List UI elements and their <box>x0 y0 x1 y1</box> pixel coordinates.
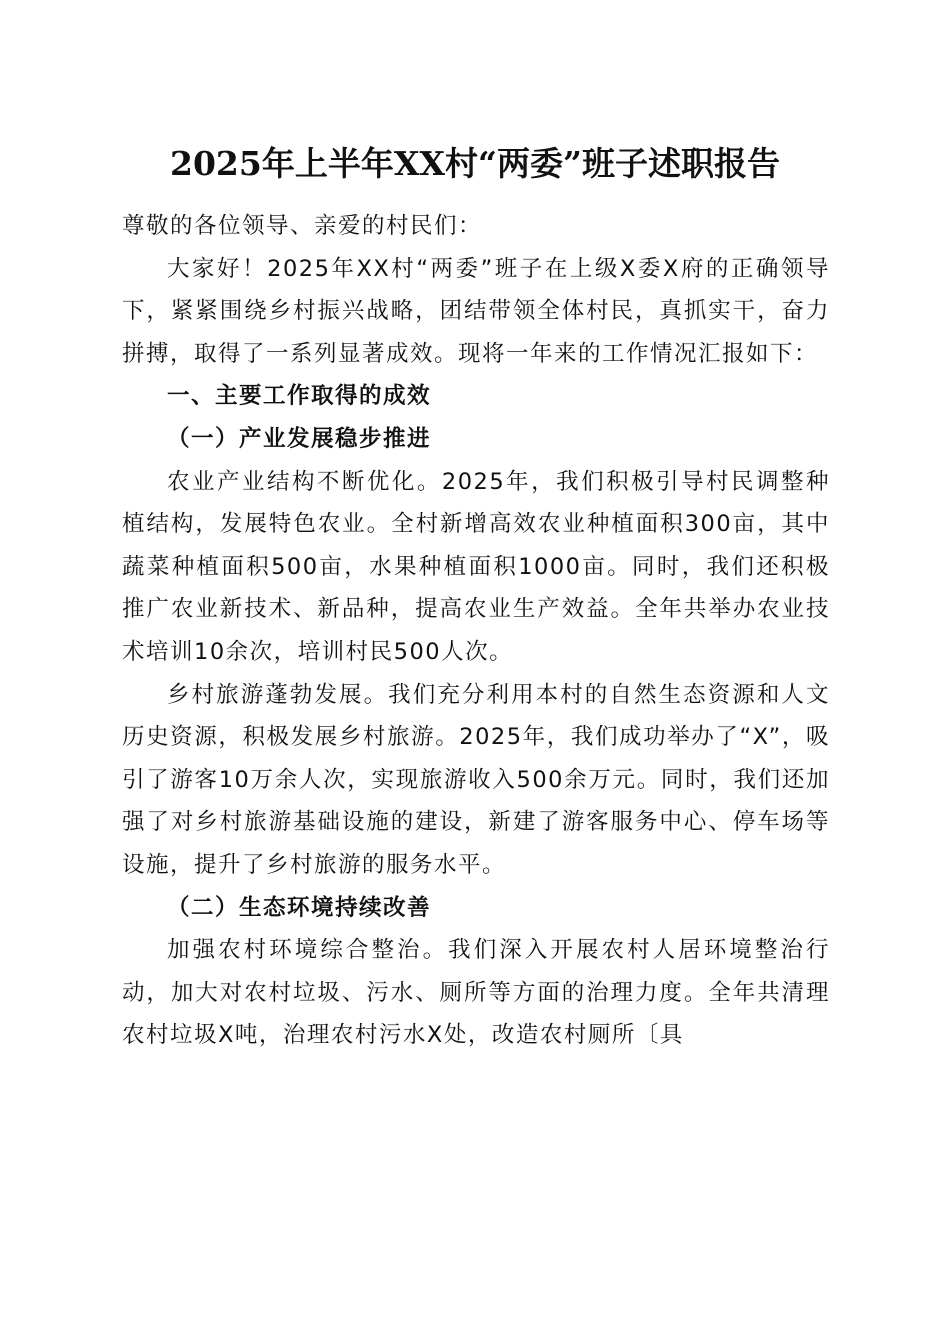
subsection-heading-2: （二）生态环境持续改善 <box>167 894 432 921</box>
document-title: 2025年上半年XX村“两委”班子述职报告 <box>169 144 781 183</box>
paragraph-tourism: 乡村旅游蓬勃发展。我们充分利用本村的自然生态资源和人文历史资源，积极发展乡村旅游。2025年，我们成功举办了“X”，吸引了游客10万余人次，实现旅游收入500余万元。同时，我们还加强了对乡村旅游基础设施的建设，新建了游客服务中心、停车场等设施，提升了乡村旅游的服务水平。 <box>122 681 830 878</box>
subsection-heading-1: （一）产业发展稳步推进 <box>167 425 432 452</box>
document-body <box>122 205 830 1057</box>
paragraph-environment: 加强农村环境综合整治。我们深入开展农村人居环境整治行动，加大对农村垃圾、污水、厕所等方面的治理力度。全年共清理农村垃圾X吨，治理农村污水X处，改造农村厕所〔具 <box>122 937 830 1049</box>
salutation: 尊敬的各位领导、亲爱的村民们： <box>122 213 483 239</box>
section-heading-1: 一、主要工作取得的成效 <box>167 383 432 410</box>
intro-paragraph: 大家好！2025年XX村“两委”班子在上级X委X府的正确领导下，紧紧围绕乡村振兴战略，团结带领全体村民，真抓实干，奋力拼搏，取得了一系列显著成效。现将一年来的工作情况汇报如下： <box>122 255 830 367</box>
paragraph-agriculture: 农业产业结构不断优化。2025年，我们积极引导村民调整种植结构，发展特色农业。全村新增高效农业种植面积300亩，其中蔬菜种植面积500亩，水果种植面积1000亩。同时，我们还积极推广农业新技术、新品种，提高农业生产效益。全年共举办农业技术培训10余次，培训村民500人次。 <box>122 468 830 665</box>
